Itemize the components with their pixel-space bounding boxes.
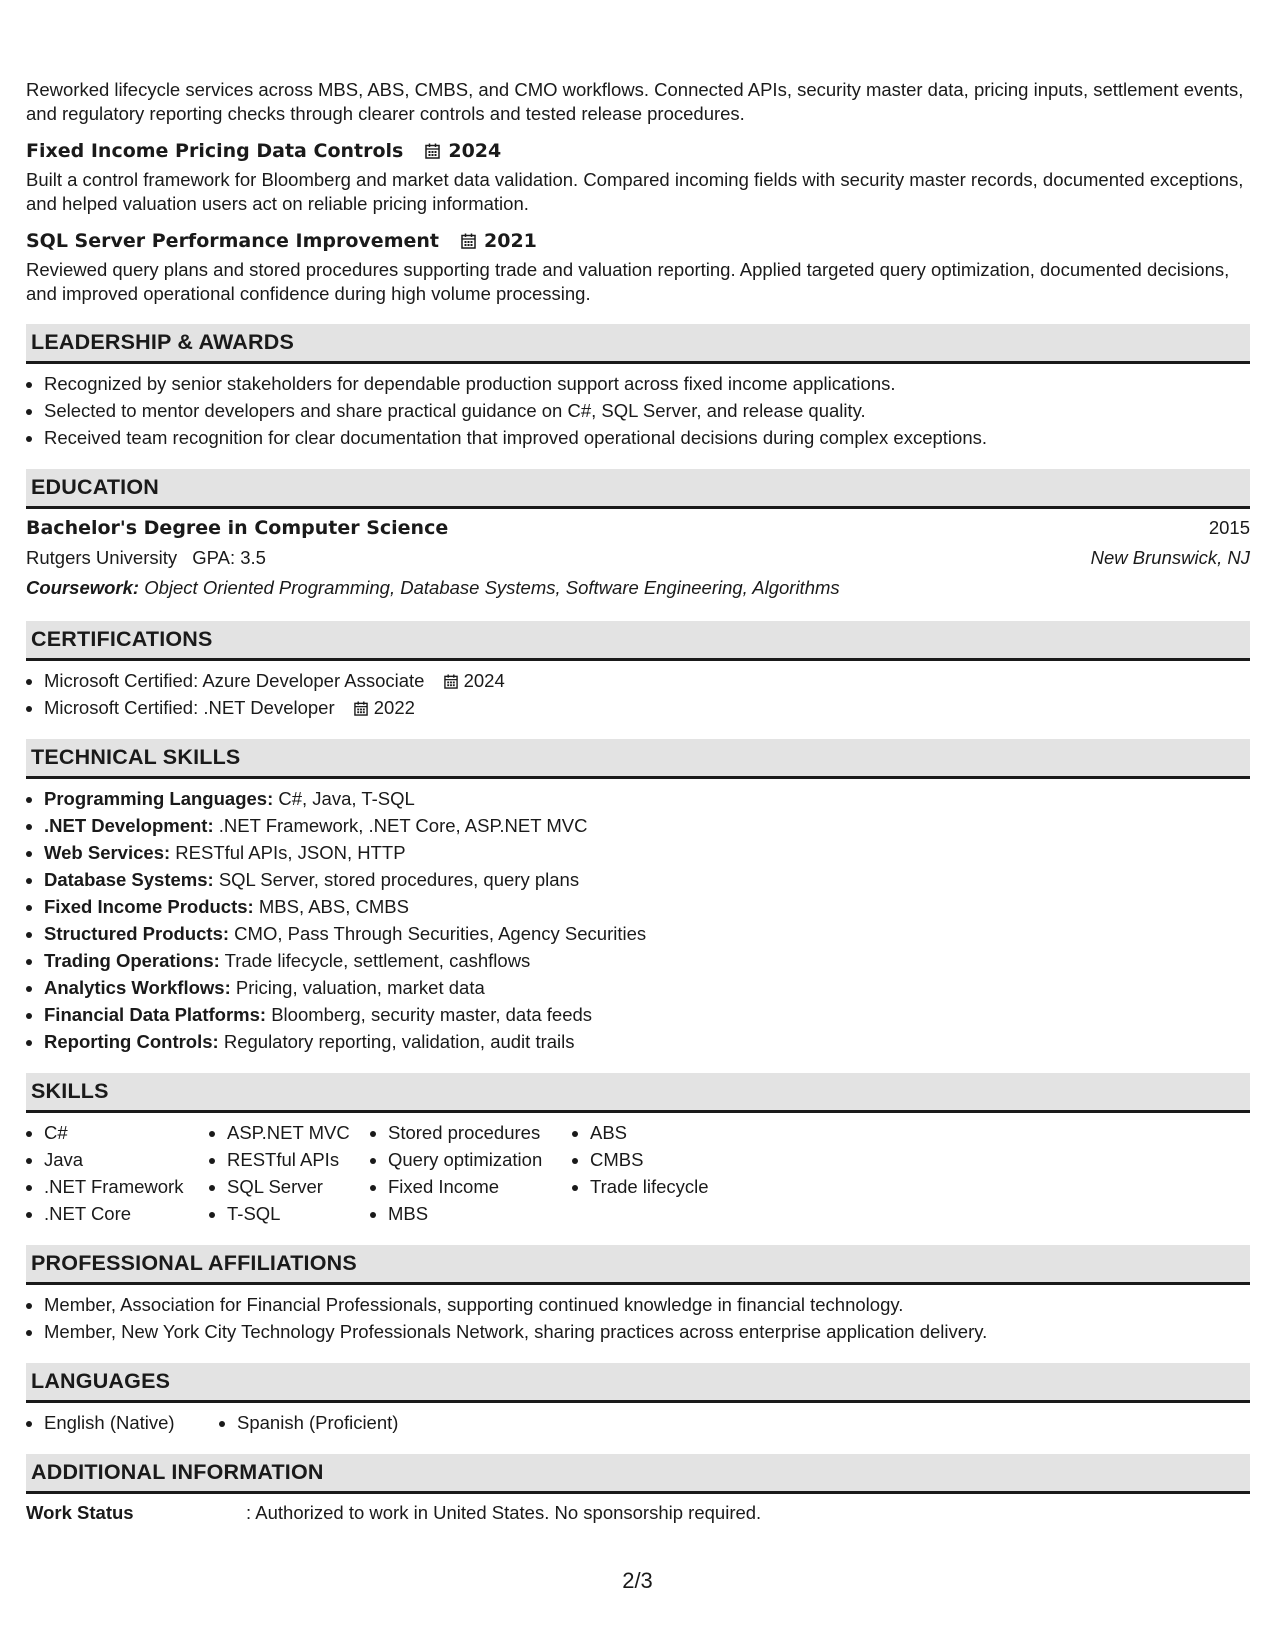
technical-skill-item [44, 974, 1250, 1001]
section-header-technical-skills: TECHNICAL SKILLS [26, 739, 1250, 779]
gpa: GPA: 3.5 [192, 547, 266, 568]
list-item: • Received team recognition for clear documentation that improved operational decisions during complex exceptions. [44, 424, 1250, 451]
technical-skill-item [44, 920, 1250, 947]
skill-item: • Java [44, 1146, 209, 1173]
skill-values: SQL Server, stored procedures, query plans [218, 869, 580, 890]
skill-item: • C# [44, 1119, 209, 1146]
section-header-additional-info: ADDITIONAL INFORMATION [26, 1454, 1250, 1494]
leadership-list [26, 370, 1250, 451]
skill-values: Pricing, valuation, market data [235, 977, 485, 998]
technical-skill-item [44, 866, 1250, 893]
skill-values: Trade lifecycle, settlement, cashflows [224, 950, 531, 971]
degree-title: Bachelor's Degree in Computer Science [26, 517, 449, 539]
skill-values: C#, Java, T-SQL [278, 788, 415, 809]
project-title: Fixed Income Pricing Data Controls [26, 140, 404, 162]
resume-page [26, 78, 1250, 1526]
skill-item: • ASP.NET MVC [227, 1119, 370, 1146]
languages-list [26, 1409, 1250, 1436]
section-header-affiliations: PROFESSIONAL AFFILIATIONS [26, 1245, 1250, 1285]
certification-item [44, 694, 1250, 721]
technical-skill-item [44, 947, 1250, 974]
skill-item: • RESTful APIs [227, 1146, 370, 1173]
skill-category: .NET Development: [44, 815, 214, 836]
language-column [26, 1409, 219, 1436]
calendar-icon [444, 674, 458, 689]
skill-values: MBS, ABS, CMBS [258, 896, 409, 917]
project-title: SQL Server Performance Improvement [26, 230, 439, 252]
section-header-skills: SKILLS [26, 1073, 1250, 1113]
skill-category: Fixed Income Products: [44, 896, 254, 917]
skill-category: Trading Operations: [44, 950, 220, 971]
calendar-icon [425, 143, 440, 159]
project-item [26, 230, 1250, 306]
intro-paragraph: Reworked lifecycle services across MBS, ABS, CMBS, and CMO workflows. Connected APIs, security master data, pricing inputs, settlement events, and regulatory reporting checks through clearer controls and tested release procedures. [26, 79, 1244, 124]
skill-item: • .NET Framework [44, 1173, 209, 1200]
technical-skill-item [44, 839, 1250, 866]
skill-category: Reporting Controls: [44, 1031, 219, 1052]
skill-item: • Query optimization [388, 1146, 572, 1173]
certifications-list [26, 667, 1250, 721]
section-header-education: EDUCATION [26, 469, 1250, 509]
list-item: • Member, Association for Financial Professionals, supporting continued knowledge in financial technology. [44, 1291, 1250, 1318]
calendar-icon [461, 233, 476, 249]
affiliations-list [26, 1291, 1250, 1345]
skill-item: • Trade lifecycle [590, 1173, 770, 1200]
certification-name: Microsoft Certified: Azure Developer Associate [44, 670, 425, 691]
technical-skill-item [44, 785, 1250, 812]
coursework-label: Coursework: [26, 577, 140, 598]
list-item: • Member, New York City Technology Professionals Network, sharing practices across enterprise application delivery. [44, 1318, 1250, 1345]
calendar-icon [354, 701, 368, 716]
skill-category: Database Systems: [44, 869, 214, 890]
skill-category: Web Services: [44, 842, 171, 863]
certification-year: 2022 [373, 697, 415, 718]
skill-item: • .NET Core [44, 1200, 209, 1227]
skills-column [209, 1119, 370, 1227]
list-item: • Recognized by senior stakeholders for dependable production support across fixed income applications. [44, 370, 1250, 397]
language-item: • English (Native) [44, 1409, 219, 1436]
technical-skill-item [44, 812, 1250, 839]
skill-category: Analytics Workflows: [44, 977, 231, 998]
skill-values: CMO, Pass Through Securities, Agency Securities [234, 923, 647, 944]
technical-skill-item [44, 1028, 1250, 1055]
certification-item [44, 667, 1250, 694]
skill-item: • CMBS [590, 1146, 770, 1173]
work-status-label: Work Status [26, 1502, 134, 1523]
technical-skill-item [44, 1001, 1250, 1028]
list-item: • Selected to mentor developers and share practical guidance on C#, SQL Server, and release quality. [44, 397, 1250, 424]
skill-item: • Fixed Income [388, 1173, 572, 1200]
language-column [219, 1409, 398, 1436]
work-status-value: : Authorized to work in United States. No sponsorship required. [246, 1502, 762, 1523]
school-name: Rutgers University [26, 547, 178, 568]
language-item: • Spanish (Proficient) [237, 1409, 398, 1436]
skill-item: • ABS [590, 1119, 770, 1146]
section-header-leadership: LEADERSHIP & AWARDS [26, 324, 1250, 364]
skill-item: • SQL Server [227, 1173, 370, 1200]
page-number: 2/3 [622, 1568, 653, 1593]
graduation-year: 2015 [1208, 517, 1250, 538]
certification-name: Microsoft Certified: .NET Developer [44, 697, 335, 718]
skills-column [572, 1119, 770, 1227]
section-header-certifications: CERTIFICATIONS [26, 621, 1250, 661]
skill-values: Bloomberg, security master, data feeds [271, 1004, 593, 1025]
skills-grid [26, 1119, 1250, 1227]
project-header [26, 230, 1250, 252]
skills-column [370, 1119, 572, 1227]
skill-values: .NET Framework, .NET Core, ASP.NET MVC [218, 815, 588, 836]
skill-category: Financial Data Platforms: [44, 1004, 267, 1025]
project-year: 2021 [484, 230, 537, 252]
project-description: Built a control framework for Bloomberg and market data validation. Compared incoming fields with security master records, documented exceptions, and helped valuation users act on reliable pricing information. [26, 169, 1244, 214]
project-description: Reviewed query plans and stored procedures supporting trade and valuation reporting. Applied targeted query optimization, documented decisions, and improved operational confidence during high volume processing. [26, 259, 1230, 304]
coursework-list: Object Oriented Programming, Database Systems, Software Engineering, Algorithms [144, 577, 840, 598]
skill-values: RESTful APIs, JSON, HTTP [175, 842, 406, 863]
technical-skill-item [44, 893, 1250, 920]
skill-values: Regulatory reporting, validation, audit trails [223, 1031, 575, 1052]
work-status-row [26, 1500, 1250, 1526]
certification-year: 2024 [463, 670, 505, 691]
technical-skills-list [26, 785, 1250, 1055]
project-header [26, 140, 1250, 162]
skill-category: Programming Languages: [44, 788, 274, 809]
skills-column [26, 1119, 209, 1227]
skill-item: • T-SQL [227, 1200, 370, 1227]
skill-item: • Stored procedures [388, 1119, 572, 1146]
school-location: New Brunswick, NJ [1090, 547, 1250, 568]
section-header-languages: LANGUAGES [26, 1363, 1250, 1403]
skill-category: Structured Products: [44, 923, 230, 944]
project-item [26, 140, 1250, 216]
education-entry [26, 513, 1250, 603]
skill-item: • MBS [388, 1200, 572, 1227]
project-year: 2024 [448, 140, 502, 162]
